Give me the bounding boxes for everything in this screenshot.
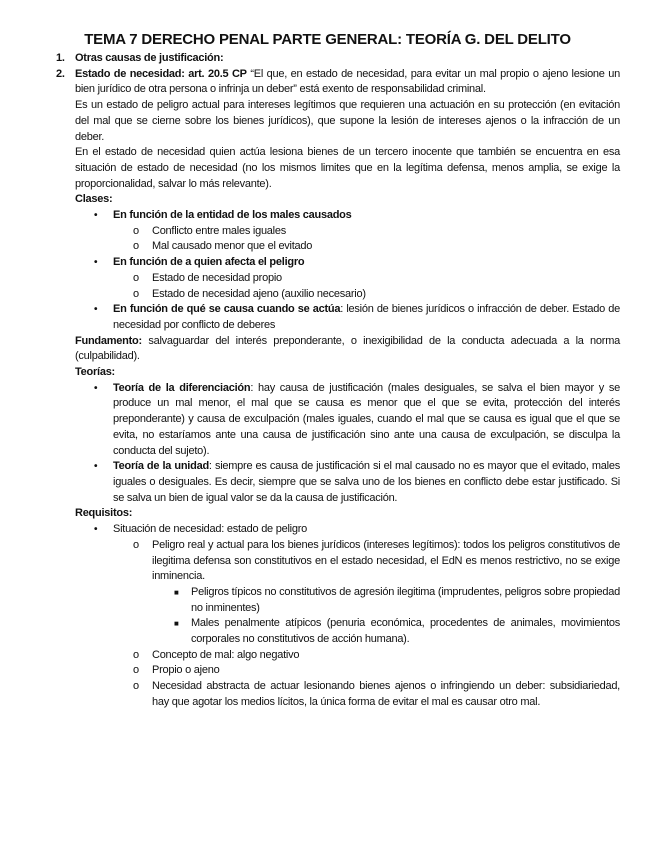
- bullet-icon: •: [94, 257, 98, 269]
- requisitos-heading: Requisitos:: [75, 507, 133, 520]
- item-heading: Otras causas de justificación:: [75, 52, 224, 64]
- list-number: 1.: [56, 52, 65, 64]
- circle-bullet-icon: o: [133, 664, 139, 677]
- square-bullet-icon: ■: [174, 619, 179, 629]
- sub-item: [133, 663, 655, 679]
- bullet-icon: •: [94, 210, 98, 222]
- bullet-heading: Teoría de la unidad: [113, 460, 209, 473]
- section-heading: [75, 506, 655, 522]
- fundamento-text: salvaguardar del interés preponderante, o inexigibilidad de la conducta adecuada a la norma (culpabilidad).: [75, 334, 620, 363]
- sub-item: [133, 224, 655, 240]
- bullet-heading: Teoría de la diferenciación: [113, 381, 251, 394]
- circle-bullet-icon: o: [133, 287, 139, 300]
- sub-text: Necesidad abstracta de actuar lesionando bienes ajenos o infringiendo un deber: subsidiariedad, hay que agotar los medios lícitos, la única forma de evitar el mal es causar otro mal.: [152, 680, 620, 708]
- fundamento-heading: Fundamento:: [75, 334, 142, 347]
- circle-bullet-icon: o: [133, 648, 139, 661]
- sub-item: [133, 271, 655, 287]
- document-body: [0, 51, 655, 711]
- sub-item: [133, 239, 655, 255]
- list-item: [56, 51, 655, 67]
- bullet-heading: En función de qué se causa cuando se actúa: [113, 303, 341, 316]
- clases-heading: Clases:: [75, 193, 113, 206]
- item-heading: Estado de necesidad: art. 20.5 CP: [75, 67, 247, 80]
- bullet-item: [94, 381, 655, 460]
- paragraph: Es un estado de peligro actual para intereses legítimos que requieren una actuación en su protección (en evitación del mal que se cierne sobre los bienes jurídicos), que supone la lesión de intereses ajenos o la infracción de un deber.: [75, 99, 620, 143]
- sub-sub-text: Males penalmente atípicos (penuria económica, procedentes de animales, movimientos corporales no constitutivos de acción humana).: [191, 617, 620, 646]
- circle-bullet-icon: o: [133, 224, 139, 237]
- section-heading: [75, 192, 655, 208]
- sub-text: Peligro real y actual para los bienes jurídicos (intereses legítimos): todos los peligros constitutivos de ilegitima defensa son constitutivos en el estado necesidad, el EdN es menos restrictivo, no se exige inminencia.: [152, 538, 620, 583]
- bullet-text: : hay causa de justificación (males desiguales, se salva el bien mayor y se produce un mal menor, el mal que se causa es menor que el que se evita, protección del interés preponderante) y causa de exculpación (males iguales, cuando el mal que se causa es igual que el que se evita, no estaríamos ante una causa de justificación sino ante una causa de exculpación, se disculpa la conducta del sujeto).: [113, 381, 620, 457]
- sub-item: [133, 648, 655, 664]
- bullet-text: : lesión de bienes jurídicos o infracción de deber. Estado de necesidad por conflicto de deberes: [113, 303, 620, 331]
- sub-text: Propio o ajeno: [152, 664, 220, 677]
- bullet-text: En función de a quien afecta el peligro: [113, 256, 305, 269]
- sub-item: [133, 287, 655, 303]
- bullet-icon: •: [94, 524, 98, 536]
- sub-sub-text: Peligros típicos no constitutivos de agresión ilegitima (imprudentes, peligros sobre propiedad no inminentes): [191, 585, 620, 614]
- bullet-item: [94, 255, 655, 271]
- bullet-text: Situación de necesidad: estado de peligro: [113, 523, 308, 536]
- list-item: [56, 67, 655, 98]
- sub-text: Mal causado menor que el evitado: [152, 240, 313, 253]
- bullet-icon: •: [94, 461, 98, 473]
- square-bullet-icon: ■: [174, 587, 179, 597]
- item-text: “El que, en estado de necesidad, para evitar un mal propio o ajeno lesione un bien jurídico de otra persona o infrinja un deber” está exento de responsabilidad criminal.: [75, 67, 620, 96]
- document-title: TEMA 7 DERECHO PENAL PARTE GENERAL: TEORÍA G. DEL DELITO: [84, 31, 571, 48]
- sub-text: Estado de necesidad ajeno (auxilio necesario): [152, 287, 366, 300]
- circle-bullet-icon: o: [133, 680, 139, 693]
- bullet-item: [94, 522, 655, 538]
- sub-text: Concepto de mal: algo negativo: [152, 648, 300, 661]
- fundamento-paragraph: [75, 334, 655, 365]
- list-number: 2.: [56, 67, 65, 80]
- circle-bullet-icon: o: [133, 240, 139, 253]
- bullet-text: : siempre es causa de justificación si el mal causado no es mayor que el evitado, males iguales o desiguales. Es decir, siempre que se salva uno de los bienes en conflicto debe estar justificado. Si se salva un bien de igual valor se da la causa de justificación.: [113, 460, 620, 504]
- sub-sub-item: [174, 585, 655, 616]
- section-heading: [75, 365, 655, 381]
- sub-text: Conflicto entre males iguales: [152, 224, 286, 237]
- bullet-item: [94, 302, 655, 333]
- bullet-icon: •: [94, 304, 98, 316]
- bullet-item: [94, 208, 655, 224]
- circle-bullet-icon: o: [133, 538, 139, 551]
- sub-text: Estado de necesidad propio: [152, 271, 282, 284]
- sub-sub-item: [174, 616, 655, 647]
- paragraph: En el estado de necesidad quien actúa lesiona bienes de un tercero inocente que también se encuentra en esa situación de estado de necesidad (no los mismos limites que en la legítima defensa, menos amplia, se exige la proporcionalidad, salvar lo más relevante).: [75, 146, 620, 190]
- sub-item: [133, 538, 655, 585]
- teorias-heading: Teorías:: [75, 366, 115, 379]
- bullet-icon: •: [94, 382, 98, 394]
- sub-item: [133, 679, 655, 710]
- circle-bullet-icon: o: [133, 271, 139, 284]
- bullet-item: [94, 459, 655, 506]
- bullet-text: En función de la entidad de los males causados: [113, 209, 352, 222]
